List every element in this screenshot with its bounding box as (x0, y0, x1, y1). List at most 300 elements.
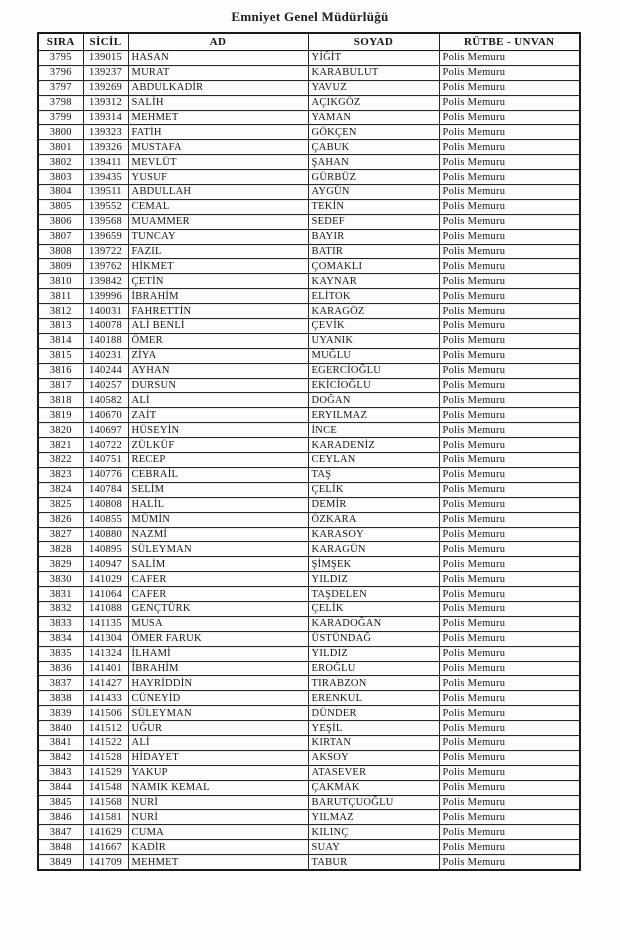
table-row (38, 616, 580, 631)
sira-cell: 3830 (38, 572, 83, 587)
ad-cell: ZİYA (128, 348, 308, 363)
sira-cell: 3801 (38, 140, 83, 155)
sira-cell: 3827 (38, 527, 83, 542)
table-row (38, 170, 580, 185)
sicil-cell: 140697 (83, 423, 128, 438)
soyad-cell: ÇELİK (308, 601, 439, 616)
sira-cell: 3847 (38, 825, 83, 840)
sicil-cell: 140231 (83, 348, 128, 363)
rutbe-unvan-cell: Polis Memuru (439, 735, 580, 750)
rutbe-unvan-cell: Polis Memuru (439, 840, 580, 855)
sira-cell: 3802 (38, 155, 83, 170)
table-row (38, 795, 580, 810)
table-row (38, 304, 580, 319)
sira-cell: 3803 (38, 170, 83, 185)
rutbe-unvan-cell: Polis Memuru (439, 572, 580, 587)
rutbe-unvan-cell: Polis Memuru (439, 795, 580, 810)
table-row (38, 244, 580, 259)
soyad-cell: TABUR (308, 855, 439, 870)
ad-cell: FATİH (128, 125, 308, 140)
soyad-cell: ELİTOK (308, 289, 439, 304)
sira-cell: 3805 (38, 199, 83, 214)
sicil-cell: 140895 (83, 542, 128, 557)
sira-cell: 3800 (38, 125, 83, 140)
sira-cell: 3804 (38, 185, 83, 200)
rutbe-unvan-cell: Polis Memuru (439, 691, 580, 706)
rutbe-unvan-cell: Polis Memuru (439, 110, 580, 125)
sira-cell: 3832 (38, 601, 83, 616)
sicil-cell: 141433 (83, 691, 128, 706)
soyad-cell: ERENKUL (308, 691, 439, 706)
rutbe-unvan-cell: Polis Memuru (439, 140, 580, 155)
column-header-rutbe-unvan: RÜTBE - UNVAN (439, 33, 580, 51)
soyad-cell: ÇELİK (308, 482, 439, 497)
soyad-cell: BAYIR (308, 229, 439, 244)
soyad-cell: ŞİMŞEK (308, 557, 439, 572)
rutbe-unvan-cell: Polis Memuru (439, 199, 580, 214)
ad-cell: HASAN (128, 51, 308, 66)
table-row (38, 363, 580, 378)
personnel-table (37, 32, 581, 871)
rutbe-unvan-cell: Polis Memuru (439, 631, 580, 646)
sicil-cell: 141581 (83, 810, 128, 825)
sicil-cell: 140670 (83, 408, 128, 423)
ad-cell: GENÇTÜRK (128, 601, 308, 616)
table-row (38, 587, 580, 602)
rutbe-unvan-cell: Polis Memuru (439, 825, 580, 840)
rutbe-unvan-cell: Polis Memuru (439, 765, 580, 780)
soyad-cell: YEŞİL (308, 721, 439, 736)
sicil-cell: 139511 (83, 185, 128, 200)
table-row (38, 750, 580, 765)
rutbe-unvan-cell: Polis Memuru (439, 155, 580, 170)
soyad-cell: ATASEVER (308, 765, 439, 780)
soyad-cell: KAYNAR (308, 274, 439, 289)
table-row (38, 95, 580, 110)
ad-cell: DURSUN (128, 378, 308, 393)
ad-cell: CAFER (128, 572, 308, 587)
ad-cell: NAZMİ (128, 527, 308, 542)
soyad-cell: BATIR (308, 244, 439, 259)
sira-cell: 3818 (38, 393, 83, 408)
sira-cell: 3838 (38, 691, 83, 706)
sicil-cell: 140751 (83, 453, 128, 468)
sira-cell: 3823 (38, 467, 83, 482)
table-row (38, 691, 580, 706)
rutbe-unvan-cell: Polis Memuru (439, 51, 580, 66)
sira-cell: 3810 (38, 274, 83, 289)
ad-cell: ZAİT (128, 408, 308, 423)
sira-cell: 3815 (38, 348, 83, 363)
rutbe-unvan-cell: Polis Memuru (439, 348, 580, 363)
sicil-cell: 140031 (83, 304, 128, 319)
soyad-cell: EROĞLU (308, 661, 439, 676)
sira-cell: 3831 (38, 587, 83, 602)
ad-cell: SÜLEYMAN (128, 706, 308, 721)
table-row (38, 229, 580, 244)
ad-cell: ABDULKADİR (128, 80, 308, 95)
sicil-cell: 141512 (83, 721, 128, 736)
sicil-cell: 139762 (83, 259, 128, 274)
table-row (38, 855, 580, 870)
ad-cell: İLHAMİ (128, 646, 308, 661)
ad-cell: TUNCAY (128, 229, 308, 244)
sira-cell: 3817 (38, 378, 83, 393)
sicil-cell: 140855 (83, 512, 128, 527)
sira-cell: 3796 (38, 65, 83, 80)
ad-cell: MÜMİN (128, 512, 308, 527)
soyad-cell: EKİCİOĞLU (308, 378, 439, 393)
soyad-cell: İNCE (308, 423, 439, 438)
soyad-cell: GÜRBÜZ (308, 170, 439, 185)
table-row (38, 572, 580, 587)
ad-cell: ALİ (128, 393, 308, 408)
sicil-cell: 139237 (83, 65, 128, 80)
rutbe-unvan-cell: Polis Memuru (439, 289, 580, 304)
soyad-cell: ÜSTÜNDAĞ (308, 631, 439, 646)
sicil-cell: 140244 (83, 363, 128, 378)
rutbe-unvan-cell: Polis Memuru (439, 438, 580, 453)
table-row (38, 438, 580, 453)
ad-cell: ALİ BENLİ (128, 319, 308, 334)
table-row (38, 780, 580, 795)
ad-cell: CUMA (128, 825, 308, 840)
sicil-cell: 141506 (83, 706, 128, 721)
sicil-cell: 140776 (83, 467, 128, 482)
ad-cell: ÖMER FARUK (128, 631, 308, 646)
column-header-sicil: SİCİL (83, 33, 128, 51)
rutbe-unvan-cell: Polis Memuru (439, 423, 580, 438)
sira-cell: 3797 (38, 80, 83, 95)
soyad-cell: ÖZKARA (308, 512, 439, 527)
table-row (38, 274, 580, 289)
sicil-cell: 141135 (83, 616, 128, 631)
sira-cell: 3836 (38, 661, 83, 676)
sicil-cell: 139552 (83, 199, 128, 214)
rutbe-unvan-cell: Polis Memuru (439, 587, 580, 602)
ad-cell: ÖMER (128, 333, 308, 348)
soyad-cell: DEMİR (308, 497, 439, 512)
sira-cell: 3834 (38, 631, 83, 646)
table-row (38, 80, 580, 95)
ad-cell: NURİ (128, 810, 308, 825)
rutbe-unvan-cell: Polis Memuru (439, 810, 580, 825)
table-row (38, 467, 580, 482)
rutbe-unvan-cell: Polis Memuru (439, 229, 580, 244)
table-row (38, 706, 580, 721)
rutbe-unvan-cell: Polis Memuru (439, 467, 580, 482)
ad-cell: İBRAHİM (128, 661, 308, 676)
ad-cell: YAKUP (128, 765, 308, 780)
soyad-cell: ÇOMAKLI (308, 259, 439, 274)
sira-cell: 3819 (38, 408, 83, 423)
sira-cell: 3825 (38, 497, 83, 512)
rutbe-unvan-cell: Polis Memuru (439, 170, 580, 185)
sira-cell: 3849 (38, 855, 83, 870)
rutbe-unvan-cell: Polis Memuru (439, 185, 580, 200)
soyad-cell: YILMAZ (308, 810, 439, 825)
rutbe-unvan-cell: Polis Memuru (439, 259, 580, 274)
sicil-cell: 141088 (83, 601, 128, 616)
soyad-cell: KIRTAN (308, 735, 439, 750)
sicil-cell: 139659 (83, 229, 128, 244)
sicil-cell: 139314 (83, 110, 128, 125)
sira-cell: 3829 (38, 557, 83, 572)
sira-cell: 3820 (38, 423, 83, 438)
table-row (38, 214, 580, 229)
sira-cell: 3843 (38, 765, 83, 780)
table-row (38, 65, 580, 80)
ad-cell: YUSUF (128, 170, 308, 185)
column-header-soyad: SOYAD (308, 33, 439, 51)
sira-cell: 3839 (38, 706, 83, 721)
sicil-cell: 140880 (83, 527, 128, 542)
rutbe-unvan-cell: Polis Memuru (439, 453, 580, 468)
sira-cell: 3848 (38, 840, 83, 855)
ad-cell: CAFER (128, 587, 308, 602)
sira-cell: 3806 (38, 214, 83, 229)
ad-cell: NAMIK KEMAL (128, 780, 308, 795)
table-row (38, 155, 580, 170)
ad-cell: AYHAN (128, 363, 308, 378)
ad-cell: CEBRAİL (128, 467, 308, 482)
sira-cell: 3814 (38, 333, 83, 348)
ad-cell: UĞUR (128, 721, 308, 736)
sira-cell: 3824 (38, 482, 83, 497)
ad-cell: SALİM (128, 557, 308, 572)
soyad-cell: KARASOY (308, 527, 439, 542)
ad-cell: ÇETİN (128, 274, 308, 289)
sicil-cell: 140784 (83, 482, 128, 497)
rutbe-unvan-cell: Polis Memuru (439, 780, 580, 795)
soyad-cell: DÜNDER (308, 706, 439, 721)
soyad-cell: KARAGÜN (308, 542, 439, 557)
sira-cell: 3828 (38, 542, 83, 557)
sicil-cell: 140078 (83, 319, 128, 334)
sira-cell: 3844 (38, 780, 83, 795)
table-row (38, 601, 580, 616)
rutbe-unvan-cell: Polis Memuru (439, 95, 580, 110)
soyad-cell: KARABULUT (308, 65, 439, 80)
sicil-cell: 141427 (83, 676, 128, 691)
rutbe-unvan-cell: Polis Memuru (439, 65, 580, 80)
table-row (38, 453, 580, 468)
soyad-cell: EGERCİOĞLU (308, 363, 439, 378)
sicil-cell: 139269 (83, 80, 128, 95)
ad-cell: CÜNEYİD (128, 691, 308, 706)
sira-cell: 3821 (38, 438, 83, 453)
soyad-cell: ŞAHAN (308, 155, 439, 170)
soyad-cell: ÇEVİK (308, 319, 439, 334)
sicil-cell: 140722 (83, 438, 128, 453)
ad-cell: MEVLÜT (128, 155, 308, 170)
sira-cell: 3842 (38, 750, 83, 765)
table-row (38, 676, 580, 691)
soyad-cell: KILINÇ (308, 825, 439, 840)
sicil-cell: 139312 (83, 95, 128, 110)
column-header-sira: SIRA (38, 33, 83, 51)
table-row (38, 810, 580, 825)
table-row (38, 333, 580, 348)
table-row (38, 735, 580, 750)
table-row (38, 51, 580, 66)
table-row (38, 259, 580, 274)
rutbe-unvan-cell: Polis Memuru (439, 80, 580, 95)
ad-cell: RECEP (128, 453, 308, 468)
table-row (38, 765, 580, 780)
table-row (38, 482, 580, 497)
ad-cell: HALİL (128, 497, 308, 512)
ad-cell: HİKMET (128, 259, 308, 274)
sicil-cell: 139722 (83, 244, 128, 259)
soyad-cell: ÇABUK (308, 140, 439, 155)
sira-cell: 3826 (38, 512, 83, 527)
sicil-cell: 139411 (83, 155, 128, 170)
table-row (38, 199, 580, 214)
sicil-cell: 141029 (83, 572, 128, 587)
ad-cell: FAHRETTİN (128, 304, 308, 319)
sicil-cell: 140188 (83, 333, 128, 348)
rutbe-unvan-cell: Polis Memuru (439, 750, 580, 765)
ad-cell: ABDULLAH (128, 185, 308, 200)
soyad-cell: AYGÜN (308, 185, 439, 200)
rutbe-unvan-cell: Polis Memuru (439, 721, 580, 736)
sicil-cell: 141324 (83, 646, 128, 661)
sira-cell: 3809 (38, 259, 83, 274)
table-row (38, 527, 580, 542)
sicil-cell: 140582 (83, 393, 128, 408)
rutbe-unvan-cell: Polis Memuru (439, 214, 580, 229)
soyad-cell: YAVUZ (308, 80, 439, 95)
rutbe-unvan-cell: Polis Memuru (439, 706, 580, 721)
table-row (38, 721, 580, 736)
table-row (38, 408, 580, 423)
rutbe-unvan-cell: Polis Memuru (439, 676, 580, 691)
sicil-cell: 140808 (83, 497, 128, 512)
table-body (38, 51, 580, 870)
ad-cell: HİDAYET (128, 750, 308, 765)
soyad-cell: KARADOĞAN (308, 616, 439, 631)
rutbe-unvan-cell: Polis Memuru (439, 482, 580, 497)
rutbe-unvan-cell: Polis Memuru (439, 319, 580, 334)
sicil-cell: 141568 (83, 795, 128, 810)
ad-cell: CEMAL (128, 199, 308, 214)
soyad-cell: CEYLAN (308, 453, 439, 468)
ad-cell: SELİM (128, 482, 308, 497)
rutbe-unvan-cell: Polis Memuru (439, 378, 580, 393)
soyad-cell: DOĞAN (308, 393, 439, 408)
soyad-cell: TAŞDELEN (308, 587, 439, 602)
rutbe-unvan-cell: Polis Memuru (439, 527, 580, 542)
ad-cell: NURİ (128, 795, 308, 810)
sicil-cell: 141522 (83, 735, 128, 750)
rutbe-unvan-cell: Polis Memuru (439, 497, 580, 512)
rutbe-unvan-cell: Polis Memuru (439, 333, 580, 348)
ad-cell: MEHMET (128, 855, 308, 870)
sicil-cell: 140257 (83, 378, 128, 393)
sicil-cell: 141667 (83, 840, 128, 855)
rutbe-unvan-cell: Polis Memuru (439, 274, 580, 289)
sicil-cell: 139435 (83, 170, 128, 185)
ad-cell: ALİ (128, 735, 308, 750)
rutbe-unvan-cell: Polis Memuru (439, 542, 580, 557)
soyad-cell: TEKİN (308, 199, 439, 214)
table-row (38, 661, 580, 676)
ad-cell: MUSTAFA (128, 140, 308, 155)
soyad-cell: MUĞLU (308, 348, 439, 363)
rutbe-unvan-cell: Polis Memuru (439, 646, 580, 661)
soyad-cell: UYANIK (308, 333, 439, 348)
table-row (38, 512, 580, 527)
table-row (38, 185, 580, 200)
soyad-cell: AÇIKGÖZ (308, 95, 439, 110)
sira-cell: 3799 (38, 110, 83, 125)
rutbe-unvan-cell: Polis Memuru (439, 244, 580, 259)
sira-cell: 3811 (38, 289, 83, 304)
soyad-cell: TIRABZON (308, 676, 439, 691)
table-row (38, 557, 580, 572)
sicil-cell: 141529 (83, 765, 128, 780)
rutbe-unvan-cell: Polis Memuru (439, 601, 580, 616)
document-title: Emniyet Genel Müdürlüğü (231, 9, 389, 24)
sicil-cell: 141629 (83, 825, 128, 840)
sira-cell: 3837 (38, 676, 83, 691)
sicil-cell: 139568 (83, 214, 128, 229)
ad-cell: KADİR (128, 840, 308, 855)
rutbe-unvan-cell: Polis Memuru (439, 661, 580, 676)
soyad-cell: AKSOY (308, 750, 439, 765)
sira-cell: 3808 (38, 244, 83, 259)
table-row (38, 125, 580, 140)
rutbe-unvan-cell: Polis Memuru (439, 512, 580, 527)
ad-cell: HAYRİDDİN (128, 676, 308, 691)
sira-cell: 3813 (38, 319, 83, 334)
ad-cell: HÜSEYİN (128, 423, 308, 438)
sira-cell: 3816 (38, 363, 83, 378)
rutbe-unvan-cell: Polis Memuru (439, 363, 580, 378)
soyad-cell: ERYILMAZ (308, 408, 439, 423)
ad-cell: İBRAHİM (128, 289, 308, 304)
table-row (38, 348, 580, 363)
soyad-cell: YİĞİT (308, 51, 439, 66)
soyad-cell: ÇAKMAK (308, 780, 439, 795)
sira-cell: 3846 (38, 810, 83, 825)
sicil-cell: 141709 (83, 855, 128, 870)
table-row (38, 497, 580, 512)
rutbe-unvan-cell: Polis Memuru (439, 557, 580, 572)
ad-cell: MUAMMER (128, 214, 308, 229)
table-row (38, 319, 580, 334)
sicil-cell: 141548 (83, 780, 128, 795)
ad-cell: FAZIL (128, 244, 308, 259)
rutbe-unvan-cell: Polis Memuru (439, 616, 580, 631)
table-row (38, 631, 580, 646)
soyad-cell: BARUTÇUOĞLU (308, 795, 439, 810)
ad-cell: MURAT (128, 65, 308, 80)
table-row (38, 289, 580, 304)
ad-cell: MEHMET (128, 110, 308, 125)
sira-cell: 3833 (38, 616, 83, 631)
sicil-cell: 139326 (83, 140, 128, 155)
rutbe-unvan-cell: Polis Memuru (439, 393, 580, 408)
sicil-cell: 141064 (83, 587, 128, 602)
sira-cell: 3835 (38, 646, 83, 661)
table-row (38, 378, 580, 393)
soyad-cell: YILDIZ (308, 572, 439, 587)
soyad-cell: SEDEF (308, 214, 439, 229)
soyad-cell: YILDIZ (308, 646, 439, 661)
sira-cell: 3840 (38, 721, 83, 736)
